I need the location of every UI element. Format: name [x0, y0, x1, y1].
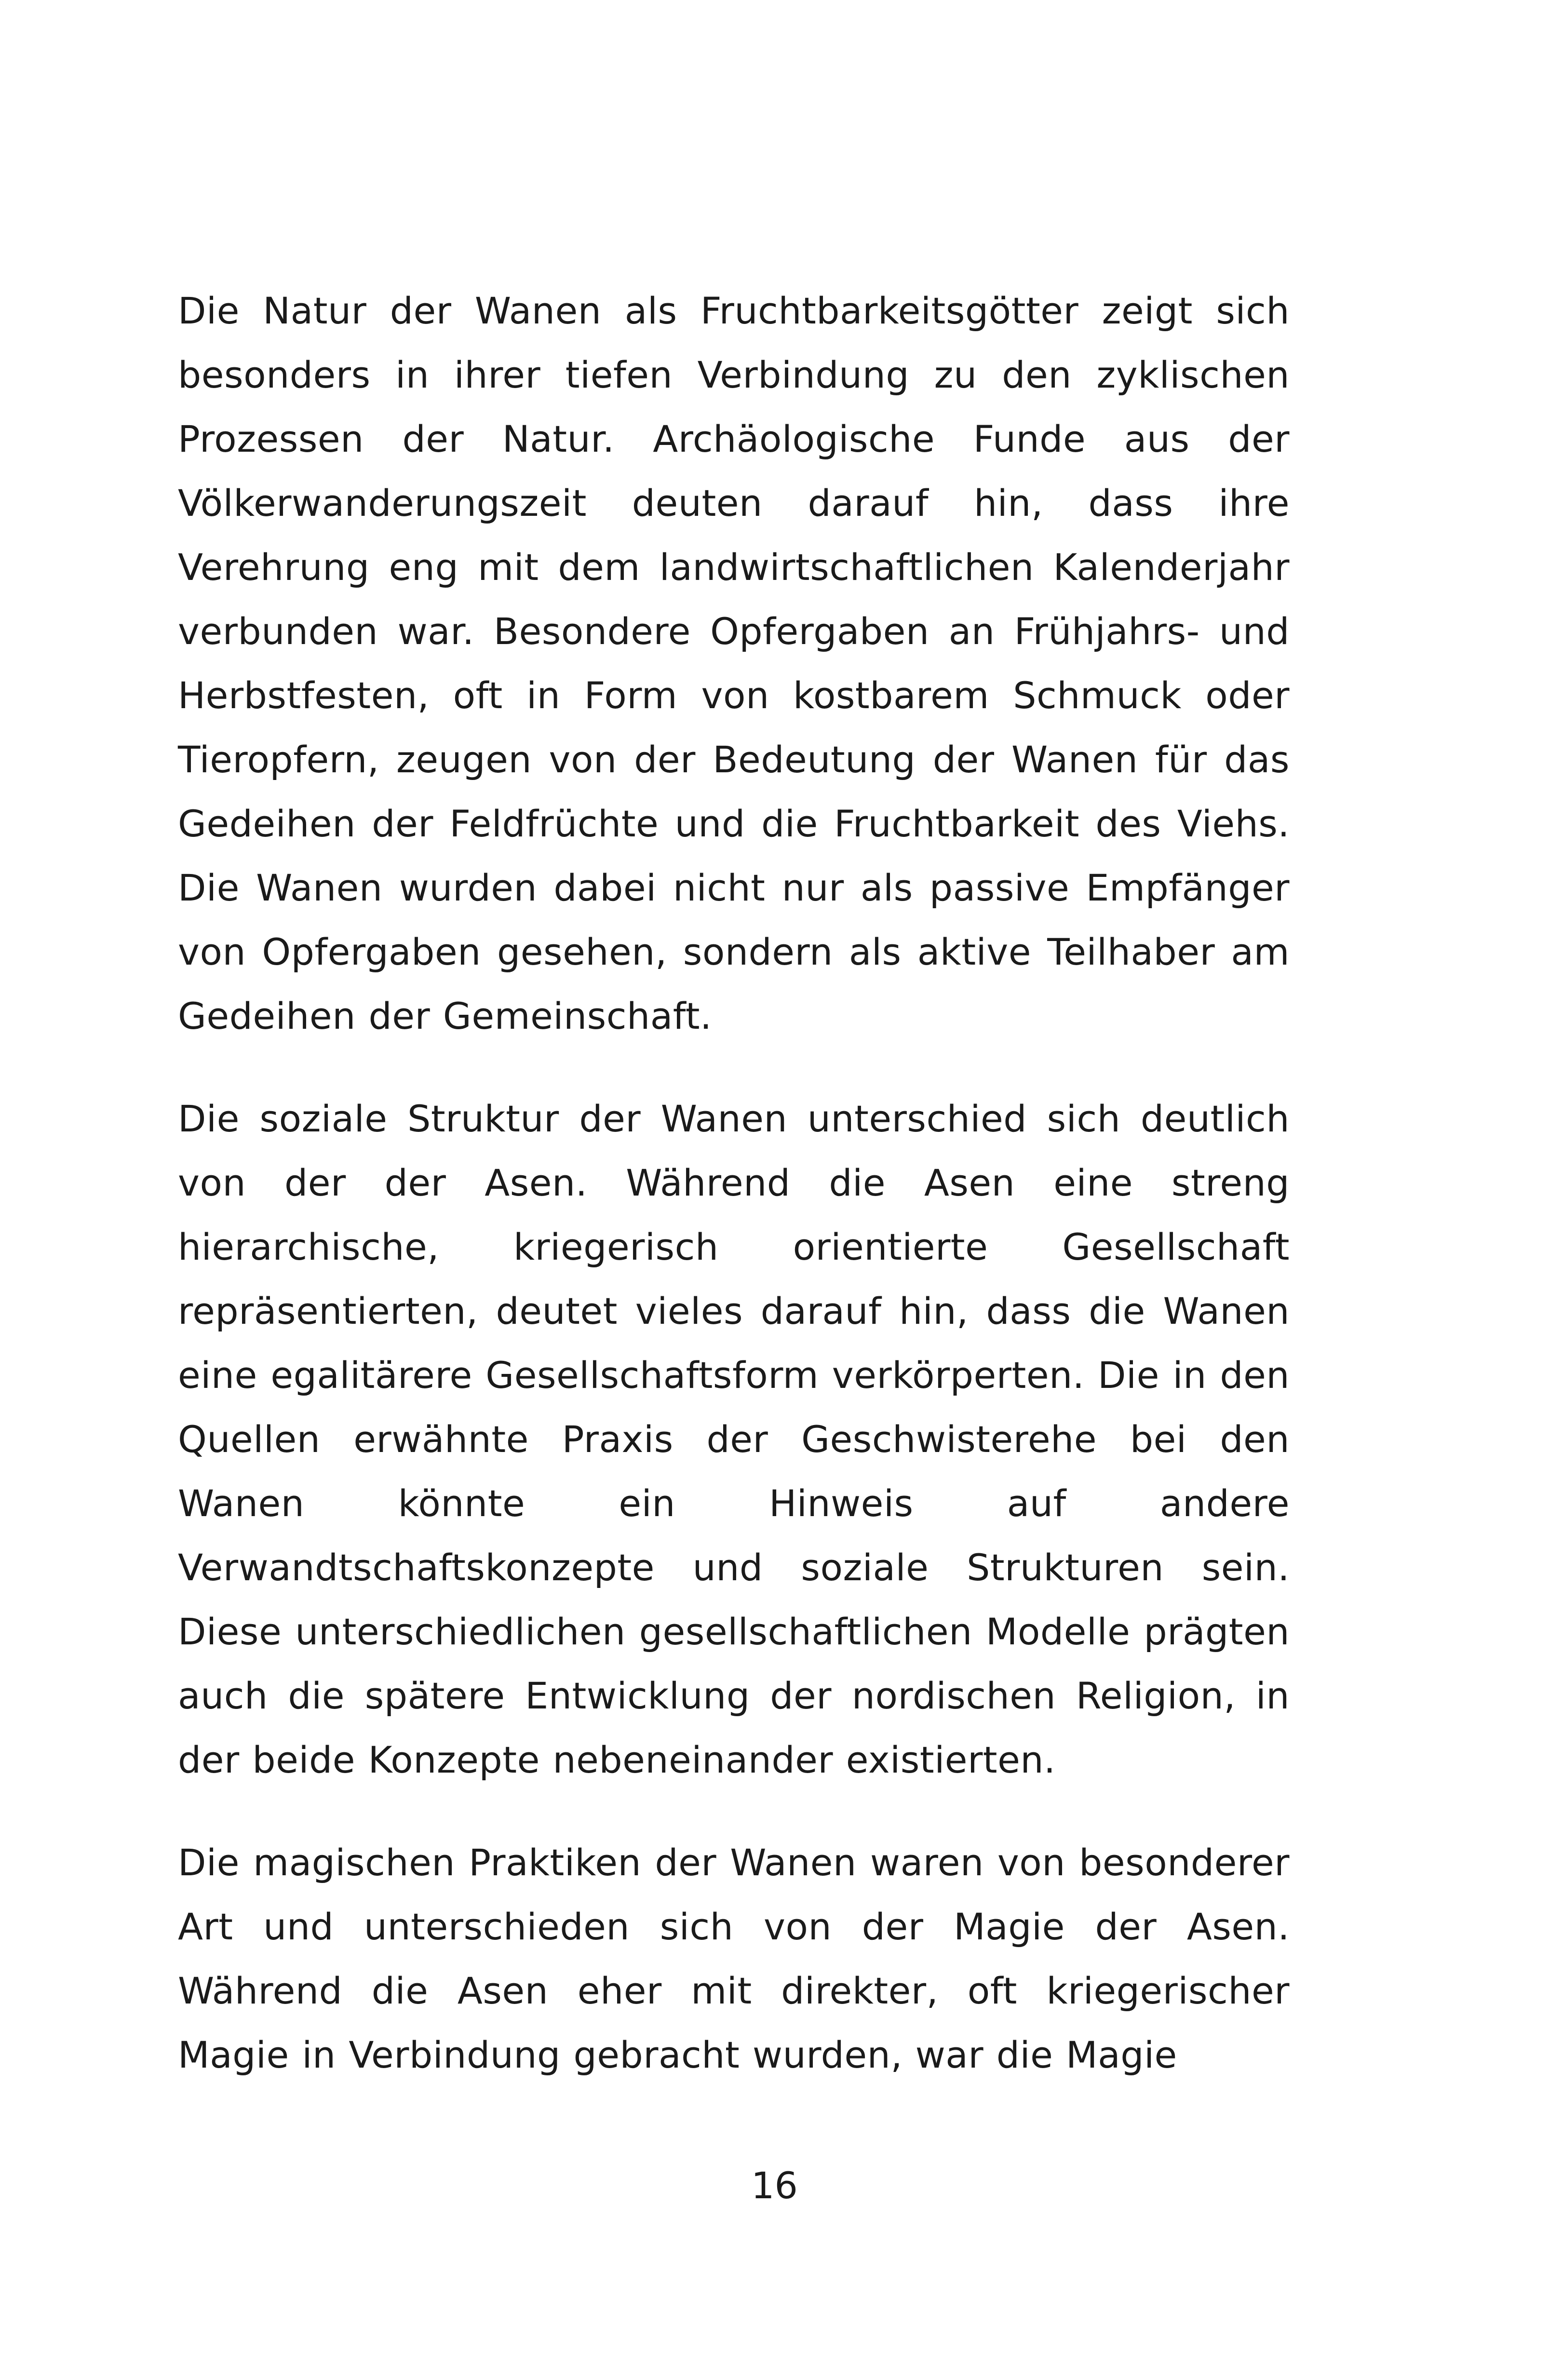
page-number: 16	[751, 2164, 798, 2207]
paragraph-wanen-fertility: Die Natur der Wanen als Fruchtbarkeitsgötter zeigt sich besonders in ihrer tiefen Verbindung zu den zyklischen Prozessen der Natur. Archäologische Funde aus der Völkerwanderungszeit deuten darauf hin, dass ihre Verehrung eng mit dem landwirtschaftlichen Kalenderjahr verbunden war. Besondere Opfergaben an Frühjahrs- und Herbstfesten, oft in Form von kostbarem Schmuck oder Tieropfern, zeugen von der Bedeutung der Wanen für das Gedeihen der Feldfrüchte und die Fruchtbarkeit des Viehs. Die Wanen wurden dabei nicht nur als passive Empfänger von Opfergaben gesehen, sondern als aktive Teilhaber am Gedeihen der Gemeinschaft.	[178, 289, 1290, 1037]
body-text	[178, 279, 1290, 2087]
paragraph-wanen-social-structure: Die soziale Struktur der Wanen unterschied sich deutlich von der der Asen. Während die Asen eine streng hierarchische, kriegerisch orientierte Gesellschaft repräsentierten, deutet vieles darauf hin, dass die Wanen eine egalitärere Gesellschaftsform verkörperten. Die in den Quellen erwähnte Praxis der Geschwisterehe bei den Wanen könnte ein Hinweis auf andere Verwandtschaftskonzepte und soziale Strukturen sein. Diese unterschiedlichen gesellschaftlichen Modelle prägten auch die spätere Entwicklung der nordischen Religion, in der beide Konzepte nebeneinander existierten.	[178, 1097, 1290, 1781]
paragraph-wanen-magic: Die magischen Praktiken der Wanen waren von besonderer Art und unterschieden sich von der Magie der Asen. Während die Asen eher mit direkter, oft kriegerischer Magie in Verbindung gebracht wurden, war die Magie	[178, 1841, 1290, 2076]
